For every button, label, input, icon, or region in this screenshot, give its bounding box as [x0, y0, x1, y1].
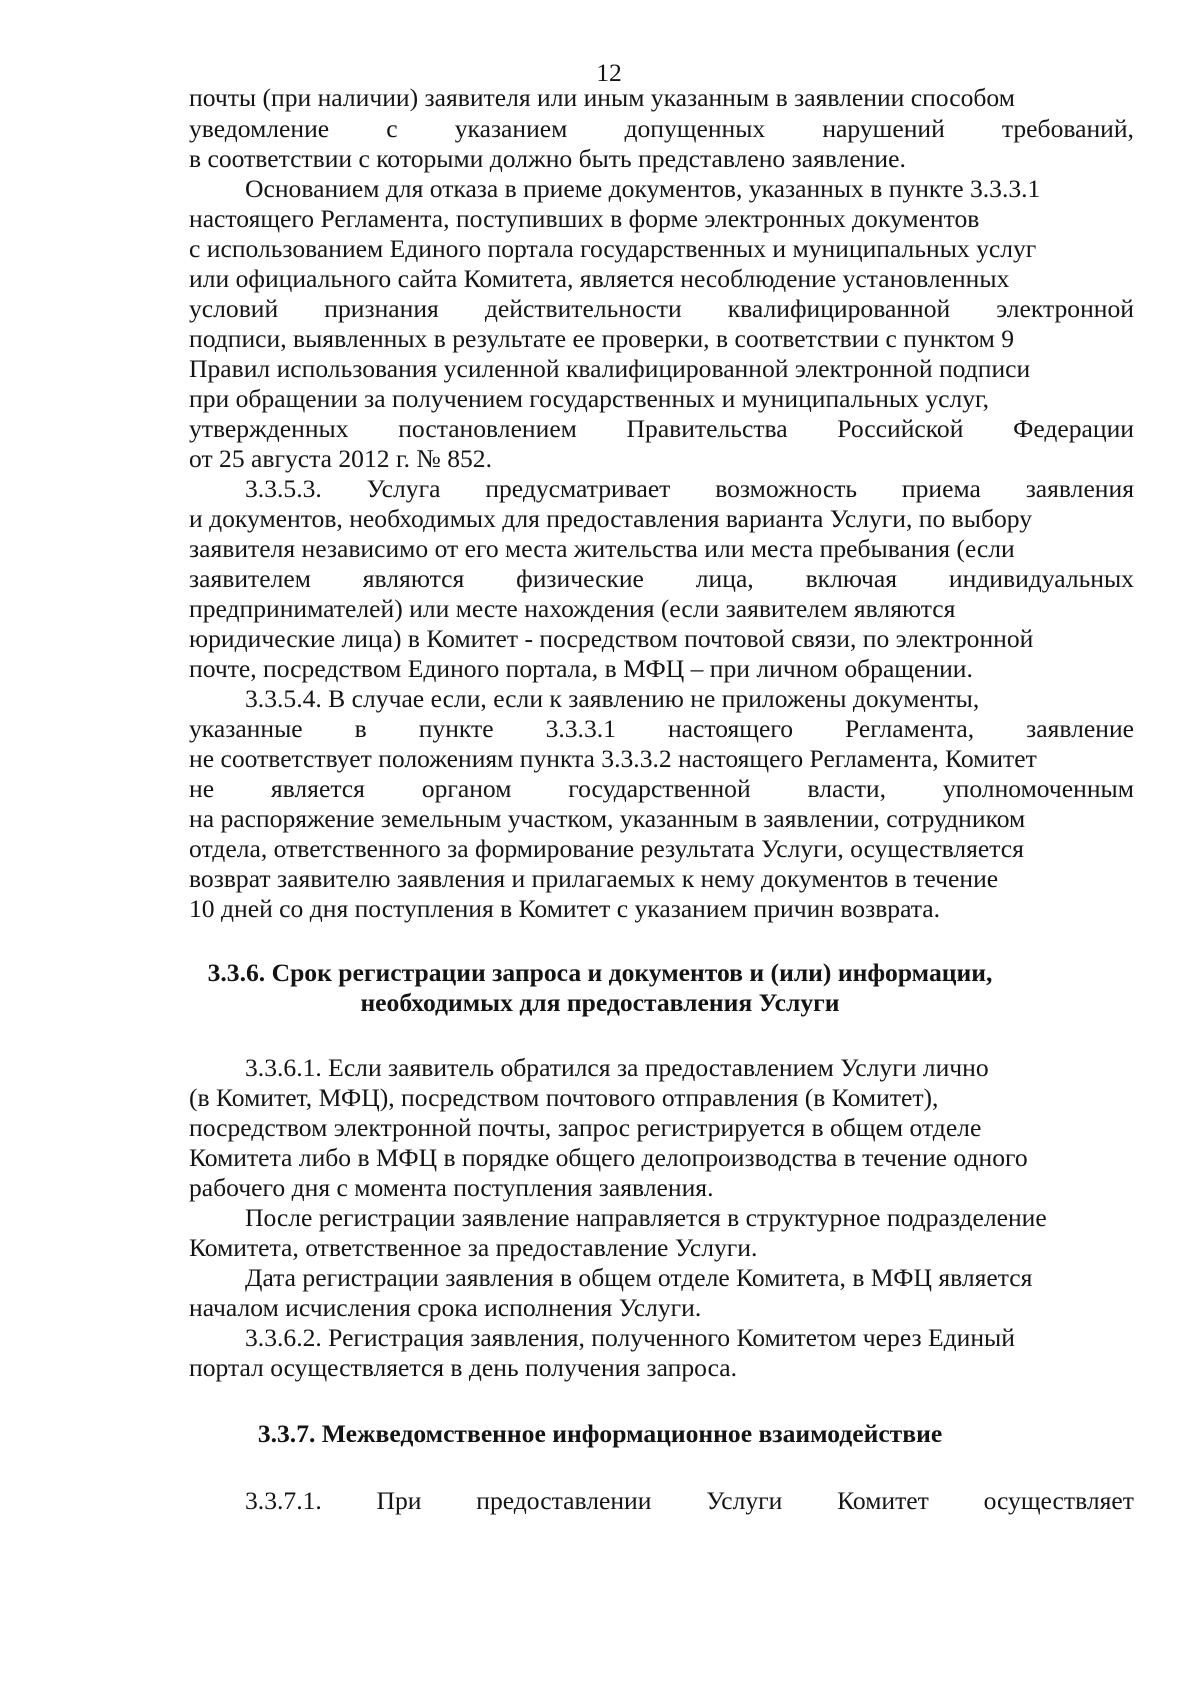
word: допущенных [624, 114, 766, 143]
word: уведомление [189, 114, 330, 143]
text-line: 10 дней со дня поступления в Комитет с указанием причин возврата. [189, 894, 941, 923]
word: в [354, 714, 367, 743]
word: с [386, 114, 398, 143]
text-line: Дата регистрации заявления в общем отделе Комитета, в МФЦ является [245, 1263, 1033, 1292]
word: квалифицированной [727, 294, 951, 323]
word: настоящего [667, 714, 794, 743]
word: лица, [695, 564, 754, 593]
text-line: от 25 августа 2012 г. № 852. [189, 444, 492, 473]
word: 3.3.5.3. [245, 474, 322, 503]
word: является [270, 774, 365, 803]
word: предусматривает [485, 474, 671, 503]
word: электронной [996, 294, 1134, 323]
word: Регламента, [845, 714, 975, 743]
text-line [189, 414, 1134, 444]
text-line: началом исчисления срока исполнения Услуги. [189, 1293, 702, 1322]
text-line: 3.3.6.2. Регистрация заявления, полученного Комитетом через Единый [245, 1323, 1015, 1352]
text-line: на распоряжение земельным участком, указанным в заявлении, сотрудником [189, 804, 1026, 833]
word: условий [189, 294, 279, 323]
text-line: в соответствии с которыми должно быть представлено заявление. [189, 144, 906, 173]
word: физические [516, 564, 644, 593]
word: заявление [1026, 714, 1134, 743]
text-line: почте, посредством Единого портала, в МФЦ – при личном обращении. [189, 654, 973, 683]
word: 3.3.3.1 [545, 714, 616, 743]
text-line: посредством электронной почты, запрос регистрируется в общем отделе [189, 1113, 982, 1142]
word: заявителем [189, 564, 311, 593]
text-line: 3.3.5.4. В случае если, если к заявлению не приложены документы, [245, 684, 980, 713]
text-line [189, 714, 1134, 744]
text-line [189, 114, 1134, 144]
text-line: Основанием для отказа в приеме документов, указанных в пункте 3.3.3.1 [245, 174, 1041, 203]
word: Комитет [837, 1486, 929, 1515]
text-line: при обращении за получением государственных и муниципальных услуг, [189, 384, 990, 413]
text-line: отдела, ответственного за формирование результата Услуги, осуществляется [189, 834, 1024, 863]
word: указанием [454, 114, 568, 143]
word: действительности [484, 294, 682, 323]
word: утвержденных [189, 414, 349, 443]
text-line [189, 774, 1134, 804]
word: органом [421, 774, 512, 803]
text-line: с использованием Единого портала государственных и муниципальных услуг [189, 234, 1037, 263]
text-line [245, 474, 1134, 504]
word: Правительства [626, 414, 788, 443]
text-line: юридические лица) в Комитет - посредством почтовой связи, по электронной [189, 624, 1034, 653]
text-line [245, 1486, 1134, 1516]
text-line: предпринимателей) или месте нахождения (если заявителем являются [189, 594, 956, 623]
word: предоставлении [476, 1486, 652, 1515]
word: возможность [715, 474, 858, 503]
text-line: и документов, необходимых для предоставления варианта Услуги, по выбору [189, 504, 1033, 533]
word: уполномоченным [942, 774, 1134, 803]
word: осуществляет [983, 1486, 1134, 1515]
word: заявления [1025, 474, 1134, 503]
text-line: Комитета, ответственное за предоставление Услуги. [189, 1233, 758, 1262]
section-heading: 3.3.7. Межведомственное информационное взаимодействие [257, 1419, 943, 1448]
word: индивидуальных [948, 564, 1134, 593]
text-line: не соответствует положениям пункта 3.3.3.2 настоящего Регламента, Комитет [189, 744, 1037, 773]
text-line [189, 294, 1134, 324]
text-line: Правил использования усиленной квалифицированной электронной подписи [189, 354, 1031, 383]
section-heading: 3.3.6. Срок регистрации запроса и документов и (или) информации, [207, 958, 993, 987]
word: приема [901, 474, 981, 503]
word: требований, [1001, 114, 1134, 143]
word: включая [805, 564, 898, 593]
word: Услуги [706, 1486, 783, 1515]
word: пункте [418, 714, 494, 743]
text-line: портал осуществляется в день получения запроса. [189, 1353, 738, 1382]
word: признания [324, 294, 439, 323]
word: При [376, 1486, 422, 1515]
word: 3.3.7.1. [245, 1486, 322, 1515]
text-line: 3.3.6.1. Если заявитель обратился за предоставлением Услуги лично [245, 1053, 989, 1082]
text-line: заявителя независимо от его места жительства или места пребывания (если [189, 534, 1015, 563]
word: являются [362, 564, 465, 593]
word: Российской [837, 414, 964, 443]
text-line: настоящего Регламента, поступивших в форме электронных документов [189, 204, 980, 233]
word: государственной [568, 774, 751, 803]
word: указанные [189, 714, 303, 743]
section-heading: необходимых для предоставления Услуги [360, 988, 840, 1017]
page-number: 12 [596, 58, 622, 87]
word: Федерации [1013, 414, 1134, 443]
word: постановлением [398, 414, 577, 443]
text-line: Комитета либо в МФЦ в порядке общего делопроизводства в течение одного [189, 1143, 1028, 1172]
word: власти, [807, 774, 887, 803]
text-line: возврат заявителю заявления и прилагаемых к нему документов в течение [189, 864, 999, 893]
text-line: или официального сайта Комитета, является несоблюдение установленных [189, 264, 1010, 293]
text-line: рабочего дня с момента поступления заявления. [189, 1173, 714, 1202]
text-line [189, 564, 1134, 594]
text-line: (в Комитет, МФЦ), посредством почтового отправления (в Комитет), [189, 1083, 939, 1112]
text-line: подписи, выявленных в результате ее проверки, в соответствии с пунктом 9 [189, 324, 1015, 353]
word: не [189, 774, 215, 803]
word: нарушений [822, 114, 945, 143]
text-line: почты (при наличии) заявителя или иным указанным в заявлении способом [189, 83, 1015, 112]
word: Услуга [366, 474, 441, 503]
text-line: После регистрации заявление направляется в структурное подразделение [245, 1203, 1047, 1232]
